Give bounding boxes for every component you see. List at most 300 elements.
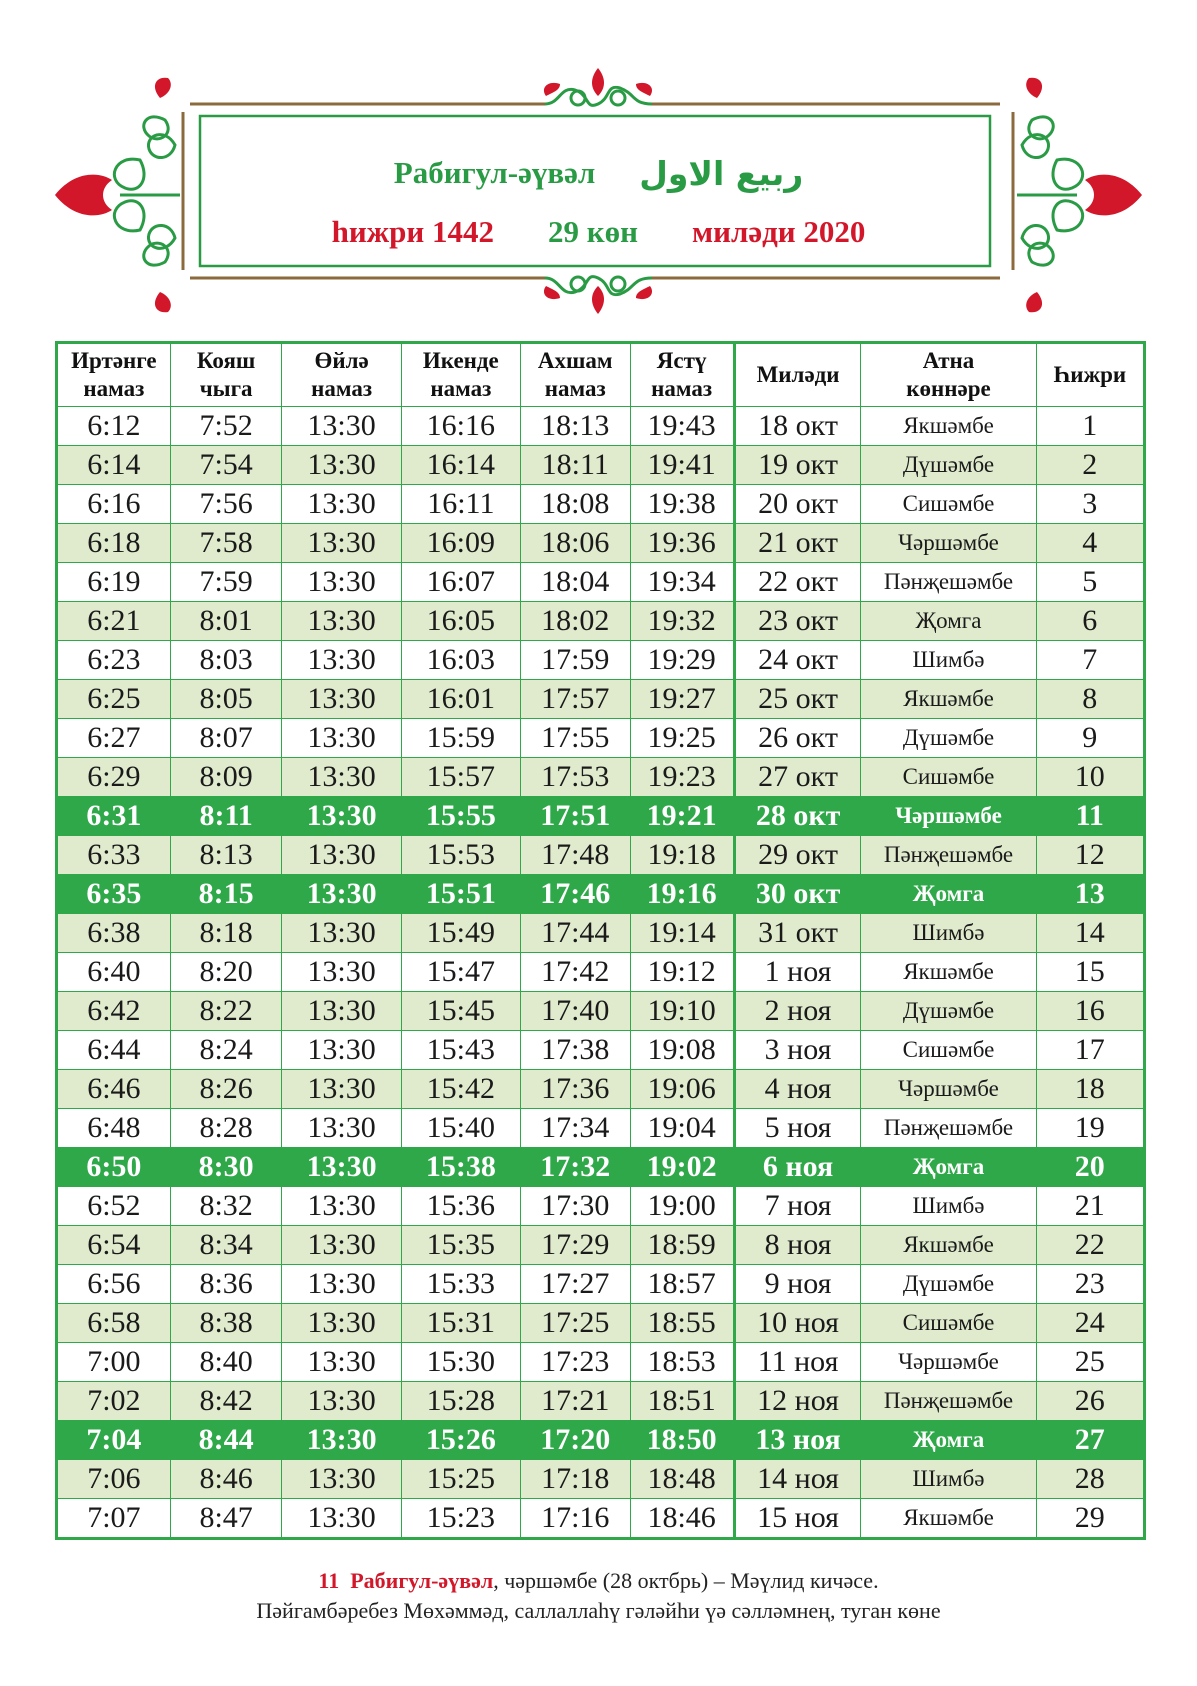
- maghrib-time: 17:40: [520, 992, 630, 1031]
- isha-time: 19:38: [630, 485, 734, 524]
- asr-time: 15:43: [401, 1031, 520, 1070]
- miladi-date: 7 ноя: [734, 1187, 861, 1226]
- footer-month-name: Рабигул-әүвәл: [350, 1568, 494, 1593]
- sunrise-time: 8:01: [170, 602, 282, 641]
- table-row: [58, 1382, 1144, 1421]
- hijri-year: һижри 1442: [331, 214, 495, 249]
- weekday: Пәнҗешәмбе: [861, 1382, 1036, 1421]
- fajr-time: 7:00: [58, 1343, 171, 1382]
- weekday: Җомга: [861, 1148, 1036, 1187]
- weekday: Пәнҗешәмбе: [861, 563, 1036, 602]
- asr-time: 15:26: [401, 1421, 520, 1460]
- fajr-time: 7:06: [58, 1460, 171, 1499]
- isha-time: 18:53: [630, 1343, 734, 1382]
- sunrise-time: 8:24: [170, 1031, 282, 1070]
- sunrise-time: 8:28: [170, 1109, 282, 1148]
- fajr-time: 6:23: [58, 641, 171, 680]
- dhuhr-time: 13:30: [282, 1421, 401, 1460]
- isha-time: 19:08: [630, 1031, 734, 1070]
- dhuhr-time: 13:30: [282, 1109, 401, 1148]
- weekday: Шимбә: [861, 914, 1036, 953]
- miladi-date: 25 окт: [734, 680, 861, 719]
- fajr-time: 6:19: [58, 563, 171, 602]
- dhuhr-time: 13:30: [282, 836, 401, 875]
- dhuhr-time: 13:30: [282, 992, 401, 1031]
- asr-time: 15:36: [401, 1187, 520, 1226]
- asr-time: 15:57: [401, 758, 520, 797]
- hijri-day: 22: [1036, 1226, 1143, 1265]
- isha-time: 19:10: [630, 992, 734, 1031]
- sunrise-time: 8:13: [170, 836, 282, 875]
- miladi-date: 29 окт: [734, 836, 861, 875]
- sunrise-time: 8:22: [170, 992, 282, 1031]
- maghrib-time: 18:13: [520, 407, 630, 446]
- isha-time: 18:50: [630, 1421, 734, 1460]
- weekday: Пәнҗешәмбе: [861, 836, 1036, 875]
- col-header-dhuhr: Өйлә намаз: [282, 344, 401, 407]
- sunrise-time: 8:07: [170, 719, 282, 758]
- isha-time: 18:51: [630, 1382, 734, 1421]
- hijri-day: 11: [1036, 797, 1143, 836]
- month-title: Рабигул-әүвәл: [393, 155, 596, 190]
- hijri-day: 13: [1036, 875, 1143, 914]
- prayer-times-table: [55, 341, 1146, 1540]
- isha-time: 19:21: [630, 797, 734, 836]
- maghrib-time: 17:29: [520, 1226, 630, 1265]
- isha-time: 19:43: [630, 407, 734, 446]
- sunrise-time: 8:20: [170, 953, 282, 992]
- maghrib-time: 17:36: [520, 1070, 630, 1109]
- dhuhr-time: 13:30: [282, 563, 401, 602]
- hijri-day: 10: [1036, 758, 1143, 797]
- isha-time: 19:06: [630, 1070, 734, 1109]
- miladi-date: 19 окт: [734, 446, 861, 485]
- hijri-day: 5: [1036, 563, 1143, 602]
- dhuhr-time: 13:30: [282, 1304, 401, 1343]
- maghrib-time: 17:30: [520, 1187, 630, 1226]
- hijri-day: 21: [1036, 1187, 1143, 1226]
- table-row: [58, 953, 1144, 992]
- sunrise-time: 8:38: [170, 1304, 282, 1343]
- table-row: [58, 875, 1144, 914]
- maghrib-time: 17:59: [520, 641, 630, 680]
- maghrib-time: 17:38: [520, 1031, 630, 1070]
- table-row: [58, 1499, 1144, 1538]
- weekday: Якшәмбе: [861, 953, 1036, 992]
- miladi-date: 27 окт: [734, 758, 861, 797]
- maghrib-time: 17:57: [520, 680, 630, 719]
- col-header-weekday: Атна көннәре: [861, 344, 1036, 407]
- fajr-time: 6:31: [58, 797, 171, 836]
- isha-time: 19:25: [630, 719, 734, 758]
- asr-time: 15:38: [401, 1148, 520, 1187]
- isha-time: 19:32: [630, 602, 734, 641]
- table-row: [58, 1421, 1144, 1460]
- miladi-date: 12 ноя: [734, 1382, 861, 1421]
- dhuhr-time: 13:30: [282, 407, 401, 446]
- asr-time: 15:45: [401, 992, 520, 1031]
- maghrib-time: 18:04: [520, 563, 630, 602]
- fajr-time: 6:12: [58, 407, 171, 446]
- hijri-day: 2: [1036, 446, 1143, 485]
- fajr-time: 6:18: [58, 524, 171, 563]
- hijri-day: 17: [1036, 1031, 1143, 1070]
- asr-time: 15:30: [401, 1343, 520, 1382]
- asr-time: 15:49: [401, 914, 520, 953]
- miladi-date: 26 окт: [734, 719, 861, 758]
- sunrise-time: 7:54: [170, 446, 282, 485]
- hijri-day: 23: [1036, 1265, 1143, 1304]
- fajr-time: 6:35: [58, 875, 171, 914]
- fajr-time: 6:40: [58, 953, 171, 992]
- dhuhr-time: 13:30: [282, 1031, 401, 1070]
- col-header-sunrise: Кояш чыга: [170, 344, 282, 407]
- hijri-day: 25: [1036, 1343, 1143, 1382]
- weekday: Чәршәмбе: [861, 797, 1036, 836]
- asr-time: 15:23: [401, 1499, 520, 1538]
- weekday: Дүшәмбе: [861, 446, 1036, 485]
- dhuhr-time: 13:30: [282, 1499, 401, 1538]
- hijri-day: 3: [1036, 485, 1143, 524]
- isha-time: 18:46: [630, 1499, 734, 1538]
- isha-time: 19:34: [630, 563, 734, 602]
- isha-time: 18:57: [630, 1265, 734, 1304]
- weekday: Шимбә: [861, 1460, 1036, 1499]
- table-row: [58, 1304, 1144, 1343]
- weekday: Дүшәмбе: [861, 719, 1036, 758]
- maghrib-time: 17:16: [520, 1499, 630, 1538]
- maghrib-time: 17:34: [520, 1109, 630, 1148]
- sunrise-time: 8:42: [170, 1382, 282, 1421]
- fajr-time: 7:02: [58, 1382, 171, 1421]
- weekday: Сишәмбе: [861, 1031, 1036, 1070]
- sunrise-time: 8:30: [170, 1148, 282, 1187]
- asr-time: 15:51: [401, 875, 520, 914]
- fajr-time: 6:29: [58, 758, 171, 797]
- dhuhr-time: 13:30: [282, 1265, 401, 1304]
- weekday: Якшәмбе: [861, 1226, 1036, 1265]
- footer-note-line2: Пәйгамбәребез Мөхәммәд, саллаллаһү гәләйһи үә сәлләмнең, туган көне: [256, 1598, 941, 1623]
- miladi-date: 4 ноя: [734, 1070, 861, 1109]
- weekday: Якшәмбе: [861, 1499, 1036, 1538]
- hijri-day: 18: [1036, 1070, 1143, 1109]
- fajr-time: 6:56: [58, 1265, 171, 1304]
- weekday: Дүшәмбе: [861, 992, 1036, 1031]
- asr-time: 16:03: [401, 641, 520, 680]
- isha-time: 18:55: [630, 1304, 734, 1343]
- hijri-day: 24: [1036, 1304, 1143, 1343]
- asr-time: 16:16: [401, 407, 520, 446]
- miladi-date: 28 окт: [734, 797, 861, 836]
- hijri-day: 15: [1036, 953, 1143, 992]
- weekday: Җомга: [861, 602, 1036, 641]
- fajr-time: 6:44: [58, 1031, 171, 1070]
- weekday: Шимбә: [861, 1187, 1036, 1226]
- table-row: [58, 407, 1144, 446]
- asr-time: 16:14: [401, 446, 520, 485]
- maghrib-time: 17:27: [520, 1265, 630, 1304]
- maghrib-time: 17:51: [520, 797, 630, 836]
- fajr-time: 6:33: [58, 836, 171, 875]
- sunrise-time: 8:18: [170, 914, 282, 953]
- sunrise-time: 8:36: [170, 1265, 282, 1304]
- hijri-day: 9: [1036, 719, 1143, 758]
- table-row: [58, 758, 1144, 797]
- sunrise-time: 8:05: [170, 680, 282, 719]
- weekday: Җомга: [861, 875, 1036, 914]
- sunrise-time: 7:56: [170, 485, 282, 524]
- table-row: [58, 992, 1144, 1031]
- maghrib-time: 17:48: [520, 836, 630, 875]
- asr-time: 15:53: [401, 836, 520, 875]
- asr-time: 15:31: [401, 1304, 520, 1343]
- sunrise-time: 8:34: [170, 1226, 282, 1265]
- asr-time: 15:55: [401, 797, 520, 836]
- miladi-date: 3 ноя: [734, 1031, 861, 1070]
- dhuhr-time: 13:30: [282, 524, 401, 563]
- weekday: Дүшәмбе: [861, 1265, 1036, 1304]
- maghrib-time: 17:53: [520, 758, 630, 797]
- sunrise-time: 7:58: [170, 524, 282, 563]
- maghrib-time: 17:25: [520, 1304, 630, 1343]
- maghrib-time: 17:55: [520, 719, 630, 758]
- fajr-time: 6:25: [58, 680, 171, 719]
- isha-time: 19:23: [630, 758, 734, 797]
- fajr-time: 6:21: [58, 602, 171, 641]
- miladi-date: 30 окт: [734, 875, 861, 914]
- col-header-asr: Икенде намаз: [401, 344, 520, 407]
- table-row: [58, 641, 1144, 680]
- weekday: Сишәмбе: [861, 1304, 1036, 1343]
- sunrise-time: 8:11: [170, 797, 282, 836]
- weekday: Чәршәмбе: [861, 524, 1036, 563]
- table-row: [58, 1031, 1144, 1070]
- miladi-date: 10 ноя: [734, 1304, 861, 1343]
- isha-time: 19:14: [630, 914, 734, 953]
- dhuhr-time: 13:30: [282, 875, 401, 914]
- dhuhr-time: 13:30: [282, 797, 401, 836]
- footer-event-text: , чәршәмбе (28 октбрь) – Мәүлид кичәсе.: [493, 1568, 879, 1593]
- dhuhr-time: 13:30: [282, 914, 401, 953]
- isha-time: 19:02: [630, 1148, 734, 1187]
- dhuhr-time: 13:30: [282, 602, 401, 641]
- dhuhr-time: 13:30: [282, 953, 401, 992]
- miladi-date: 1 ноя: [734, 953, 861, 992]
- fajr-time: 7:07: [58, 1499, 171, 1538]
- table-row: [58, 1148, 1144, 1187]
- dhuhr-time: 13:30: [282, 485, 401, 524]
- table-row: [58, 1343, 1144, 1382]
- sunrise-time: 7:59: [170, 563, 282, 602]
- weekday: Сишәмбе: [861, 758, 1036, 797]
- table-body: [58, 407, 1144, 1538]
- miladi-date: 21 окт: [734, 524, 861, 563]
- maghrib-time: 18:02: [520, 602, 630, 641]
- dhuhr-time: 13:30: [282, 1343, 401, 1382]
- maghrib-time: 17:18: [520, 1460, 630, 1499]
- maghrib-time: 17:20: [520, 1421, 630, 1460]
- miladi-date: 5 ноя: [734, 1109, 861, 1148]
- maghrib-time: 17:21: [520, 1382, 630, 1421]
- miladi-date: 2 ноя: [734, 992, 861, 1031]
- miladi-date: 8 ноя: [734, 1226, 861, 1265]
- isha-time: 19:27: [630, 680, 734, 719]
- col-header-maghrib: Ахшам намаз: [520, 344, 630, 407]
- miladi-date: 31 окт: [734, 914, 861, 953]
- dhuhr-time: 13:30: [282, 1382, 401, 1421]
- header-ornament: [0, 0, 1197, 330]
- table-row: [58, 1109, 1144, 1148]
- table-row: [58, 836, 1144, 875]
- weekday: Чәршәмбе: [861, 1343, 1036, 1382]
- month-info-row: [0, 208, 1197, 256]
- dhuhr-time: 13:30: [282, 641, 401, 680]
- table-row: [58, 680, 1144, 719]
- fajr-time: 6:58: [58, 1304, 171, 1343]
- table-row: [58, 1070, 1144, 1109]
- asr-time: 16:11: [401, 485, 520, 524]
- asr-time: 15:28: [401, 1382, 520, 1421]
- maghrib-time: 17:23: [520, 1343, 630, 1382]
- miladi-date: 24 окт: [734, 641, 861, 680]
- miladi-date: 18 окт: [734, 407, 861, 446]
- asr-time: 15:59: [401, 719, 520, 758]
- col-header-fajr: Иртәнге намаз: [58, 344, 171, 407]
- fajr-time: 6:16: [58, 485, 171, 524]
- weekday: Сишәмбе: [861, 485, 1036, 524]
- hijri-day: 4: [1036, 524, 1143, 563]
- hijri-day: 26: [1036, 1382, 1143, 1421]
- asr-time: 15:47: [401, 953, 520, 992]
- weekday: Чәршәмбе: [861, 1070, 1036, 1109]
- weekday: Шимбә: [861, 641, 1036, 680]
- asr-time: 15:42: [401, 1070, 520, 1109]
- asr-time: 16:01: [401, 680, 520, 719]
- sunrise-time: 8:46: [170, 1460, 282, 1499]
- maghrib-time: 17:32: [520, 1148, 630, 1187]
- table-row: [58, 797, 1144, 836]
- miladi-year: миләди 2020: [692, 214, 866, 249]
- fajr-time: 6:48: [58, 1109, 171, 1148]
- hijri-day: 8: [1036, 680, 1143, 719]
- hijri-day: 19: [1036, 1109, 1143, 1148]
- hijri-day: 27: [1036, 1421, 1143, 1460]
- sunrise-time: 8:03: [170, 641, 282, 680]
- maghrib-time: 18:06: [520, 524, 630, 563]
- month-title-row: [0, 150, 1197, 196]
- miladi-date: 6 ноя: [734, 1148, 861, 1187]
- dhuhr-time: 13:30: [282, 1226, 401, 1265]
- sunrise-time: 8:15: [170, 875, 282, 914]
- weekday: Якшәмбе: [861, 680, 1036, 719]
- hijri-day: 7: [1036, 641, 1143, 680]
- isha-time: 19:16: [630, 875, 734, 914]
- hijri-day: 29: [1036, 1499, 1143, 1538]
- miladi-date: 23 окт: [734, 602, 861, 641]
- fajr-time: 6:50: [58, 1148, 171, 1187]
- dhuhr-time: 13:30: [282, 758, 401, 797]
- sunrise-time: 8:40: [170, 1343, 282, 1382]
- table-row: [58, 719, 1144, 758]
- table-row: [58, 1265, 1144, 1304]
- table-row: [58, 485, 1144, 524]
- dhuhr-time: 13:30: [282, 1460, 401, 1499]
- isha-time: 18:59: [630, 1226, 734, 1265]
- isha-time: 19:29: [630, 641, 734, 680]
- hijri-day: 12: [1036, 836, 1143, 875]
- dhuhr-time: 13:30: [282, 680, 401, 719]
- maghrib-time: 17:46: [520, 875, 630, 914]
- hijri-day: 28: [1036, 1460, 1143, 1499]
- miladi-date: 15 ноя: [734, 1499, 861, 1538]
- isha-time: 19:41: [630, 446, 734, 485]
- table-row: [58, 1187, 1144, 1226]
- sunrise-time: 8:09: [170, 758, 282, 797]
- asr-time: 16:05: [401, 602, 520, 641]
- table-row: [58, 446, 1144, 485]
- table-row: [58, 1226, 1144, 1265]
- isha-time: 19:12: [630, 953, 734, 992]
- dhuhr-time: 13:30: [282, 1070, 401, 1109]
- table-row: [58, 1460, 1144, 1499]
- sunrise-time: 8:47: [170, 1499, 282, 1538]
- maghrib-time: 18:11: [520, 446, 630, 485]
- isha-time: 18:48: [630, 1460, 734, 1499]
- isha-time: 19:04: [630, 1109, 734, 1148]
- asr-time: 15:25: [401, 1460, 520, 1499]
- asr-time: 15:33: [401, 1265, 520, 1304]
- col-header-hijri: Һижри: [1036, 344, 1143, 407]
- fajr-time: 6:38: [58, 914, 171, 953]
- hijri-day: 20: [1036, 1148, 1143, 1187]
- miladi-date: 9 ноя: [734, 1265, 861, 1304]
- maghrib-time: 17:42: [520, 953, 630, 992]
- table-header-row: [58, 344, 1144, 407]
- dhuhr-time: 13:30: [282, 1187, 401, 1226]
- fajr-time: 6:54: [58, 1226, 171, 1265]
- hijri-day: 6: [1036, 602, 1143, 641]
- isha-time: 19:36: [630, 524, 734, 563]
- fajr-time: 7:04: [58, 1421, 171, 1460]
- weekday: Пәнҗешәмбе: [861, 1109, 1036, 1148]
- month-title-arabic: ربيع الاول: [639, 153, 804, 193]
- miladi-date: 22 окт: [734, 563, 861, 602]
- month-days: 29 көн: [548, 214, 638, 249]
- hijri-day: 1: [1036, 407, 1143, 446]
- maghrib-time: 17:44: [520, 914, 630, 953]
- weekday: Якшәмбе: [861, 407, 1036, 446]
- asr-time: 15:35: [401, 1226, 520, 1265]
- asr-time: 16:07: [401, 563, 520, 602]
- miladi-date: 13 ноя: [734, 1421, 861, 1460]
- table-row: [58, 524, 1144, 563]
- fajr-time: 6:46: [58, 1070, 171, 1109]
- table-row: [58, 914, 1144, 953]
- weekday: Җомга: [861, 1421, 1036, 1460]
- hijri-day: 16: [1036, 992, 1143, 1031]
- fajr-time: 6:14: [58, 446, 171, 485]
- fajr-time: 6:52: [58, 1187, 171, 1226]
- isha-time: 19:00: [630, 1187, 734, 1226]
- sunrise-time: 8:44: [170, 1421, 282, 1460]
- table-row: [58, 602, 1144, 641]
- footer-day-number: 11: [318, 1568, 340, 1593]
- sunrise-time: 8:26: [170, 1070, 282, 1109]
- isha-time: 19:18: [630, 836, 734, 875]
- table-row: [58, 563, 1144, 602]
- miladi-date: 14 ноя: [734, 1460, 861, 1499]
- hijri-day: 14: [1036, 914, 1143, 953]
